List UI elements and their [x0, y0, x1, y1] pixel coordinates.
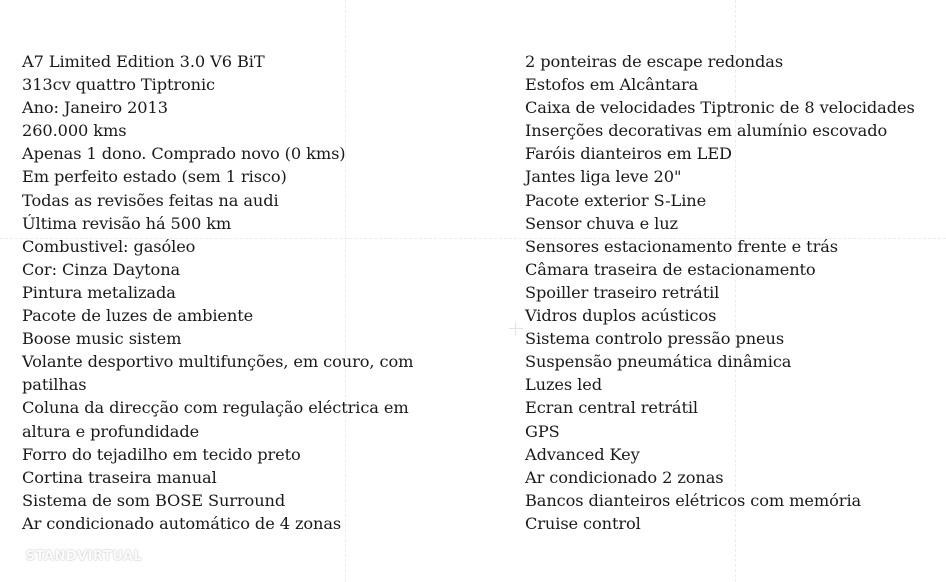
feature-item: Faróis dianteiros em LED — [525, 144, 732, 164]
feature-item: Cor: Cinza Daytona — [22, 259, 181, 279]
features-left-column — [22, 50, 492, 535]
feature-item: 313cv quattro Tiptronic — [22, 75, 216, 95]
feature-item: Cortina traseira manual — [22, 467, 217, 487]
feature-item: Spoiller traseiro retrátil — [525, 282, 720, 302]
feature-item: Estofos em Alcântara — [525, 75, 699, 95]
feature-item: Forro do tejadilho em tecido preto — [22, 444, 301, 464]
feature-item: Ar condicionado 2 zonas — [525, 467, 724, 487]
feature-item: Em perfeito estado (sem 1 risco) — [22, 167, 287, 187]
feature-item: Ano: Janeiro 2013 — [22, 98, 168, 118]
feature-item: Suspensão pneumática dinâmica — [525, 352, 792, 372]
feature-item: 2 ponteiras de escape redondas — [525, 52, 784, 71]
feature-item: Ar condicionado automático de 4 zonas — [22, 513, 342, 533]
feature-item: Vidros duplos acústicos — [525, 306, 717, 326]
feature-item: Volante desportivo multifunções, em couro, com — [22, 352, 414, 372]
feature-item: Câmara traseira de estacionamento — [525, 259, 816, 279]
standvirtual-watermark: STANDVIRTUAL — [25, 548, 143, 564]
feature-item: patilhas — [22, 375, 87, 395]
feature-item: Todas as revisões feitas na audi — [22, 190, 279, 210]
feature-item: Sensor chuva e luz — [525, 213, 678, 233]
feature-item: GPS — [525, 421, 560, 441]
feature-item: altura e profundidade — [22, 421, 200, 441]
feature-item: Última revisão há 500 km — [22, 213, 232, 233]
feature-item: Ecran central retrátil — [525, 398, 699, 418]
feature-item: Advanced Key — [525, 444, 640, 464]
feature-item: Bancos dianteiros elétricos com memória — [525, 490, 862, 510]
feature-item: 260.000 kms — [22, 121, 127, 141]
feature-item: Sensores estacionamento frente e trás — [525, 236, 838, 256]
feature-item: Pintura metalizada — [22, 282, 176, 302]
feature-item: Apenas 1 dono. Comprado novo (0 kms) — [22, 144, 346, 164]
feature-item: Cruise control — [525, 513, 641, 533]
feature-item: Pacote exterior S-Line — [525, 190, 707, 210]
feature-item: Combustivel: gasóleo — [22, 236, 196, 256]
feature-item: Coluna da direcção com regulação eléctrica em — [22, 398, 409, 418]
feature-item: Boose music sistem — [22, 329, 182, 349]
feature-item: A7 Limited Edition 3.0 V6 BiT — [22, 52, 265, 71]
feature-item: Sistema de som BOSE Surround — [22, 490, 286, 510]
feature-item: Inserções decorativas em alumínio escovado — [525, 121, 888, 141]
feature-item: Jantes liga leve 20" — [525, 167, 682, 187]
feature-item: Sistema controlo pressão pneus — [525, 329, 785, 349]
features-right-column — [525, 50, 945, 535]
feature-item: Luzes led — [525, 375, 602, 395]
crosshair-icon — [509, 322, 523, 336]
feature-item: Pacote de luzes de ambiente — [22, 306, 254, 326]
feature-item: Caixa de velocidades Tiptronic de 8 velocidades — [525, 98, 915, 118]
